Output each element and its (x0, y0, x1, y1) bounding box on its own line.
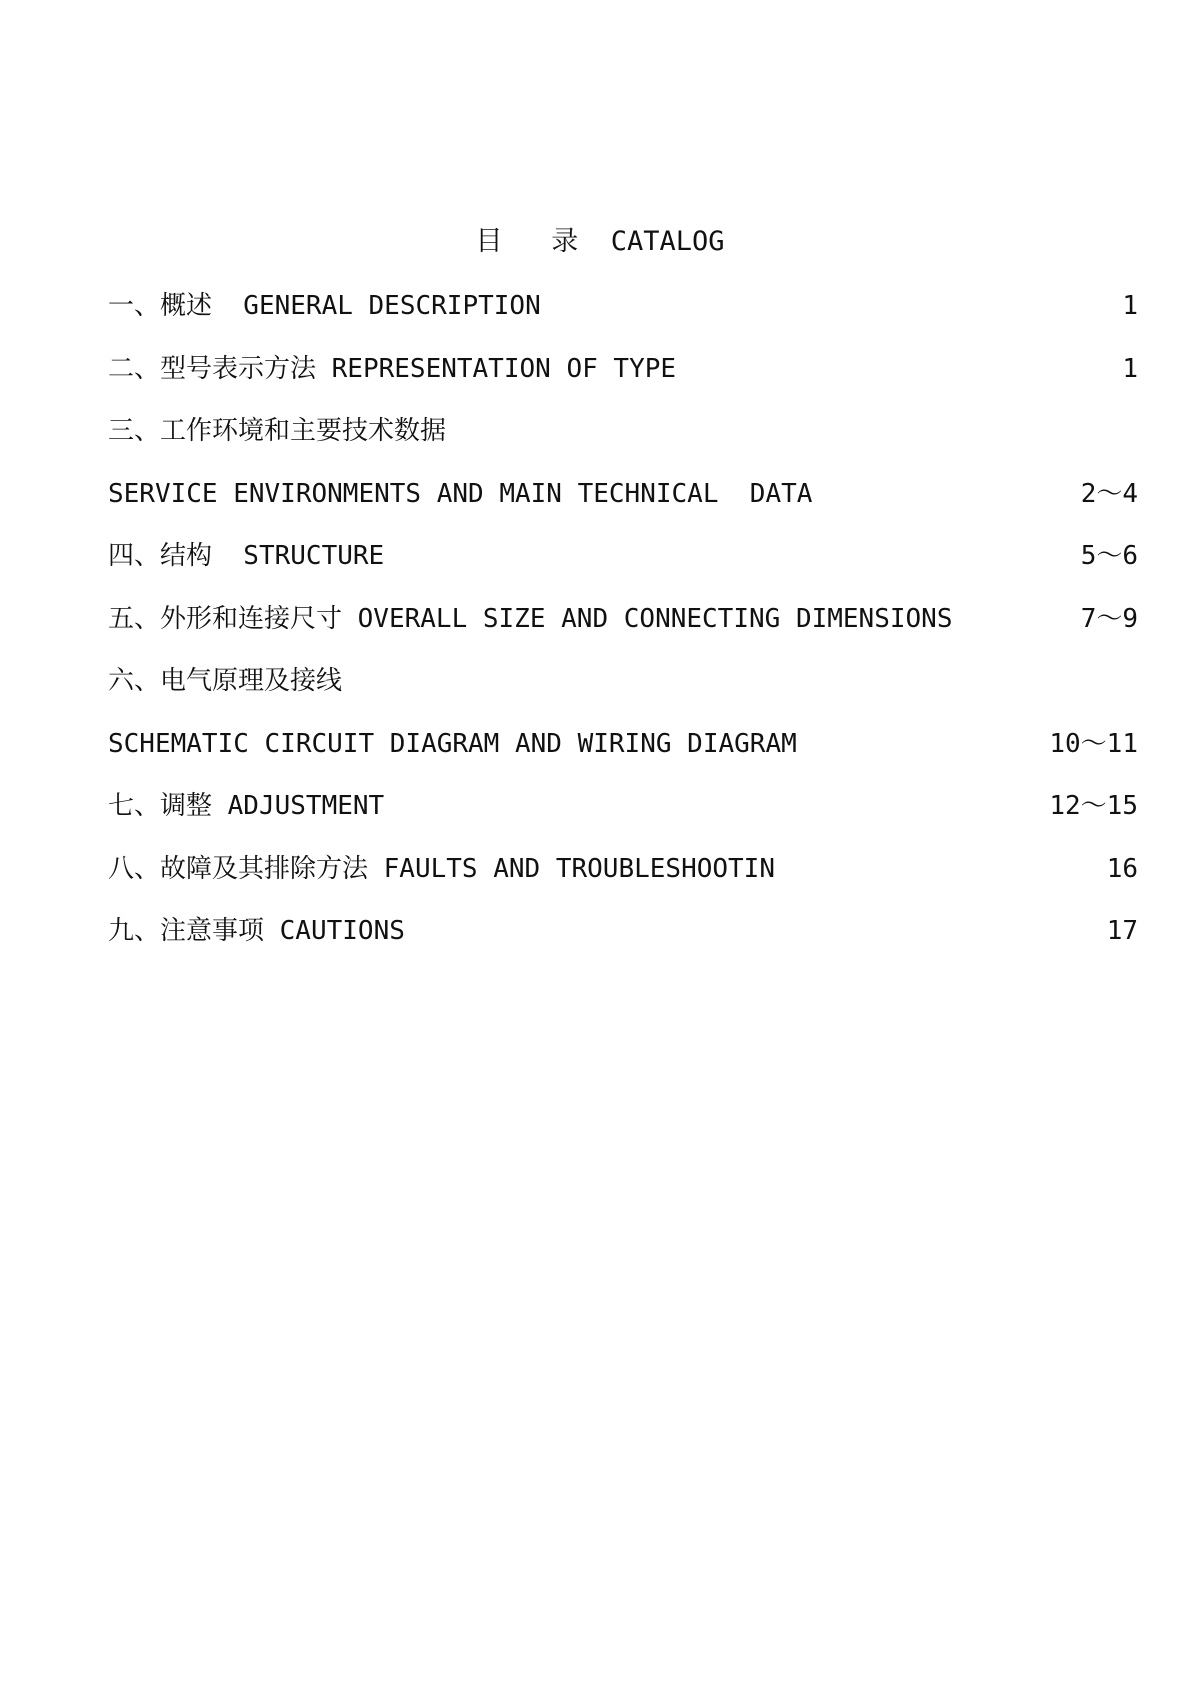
toc-entry-page: 1 (1122, 291, 1138, 321)
toc-entry-label: 五、外形和连接尺寸 OVERALL SIZE AND CONNECTING DIMENSIONS (108, 603, 953, 634)
toc-entry (108, 474, 1138, 537)
toc-entry-page: 2～4 (1080, 478, 1138, 509)
toc-entry (108, 599, 1138, 662)
toc-entry-page: 1 (1122, 353, 1138, 384)
toc-entry (108, 411, 1138, 474)
toc-entry-page: 5～6 (1080, 541, 1138, 571)
catalog-title: 目 录 CATALOG (475, 226, 725, 257)
toc-entry-label: SCHEMATIC CIRCUIT DIAGRAM AND WIRING DIAGRAM (108, 728, 797, 759)
toc-entry-label: 七、调整 ADJUSTMENT (108, 791, 385, 821)
toc-entry-label: 三、工作环境和主要技术数据 (108, 416, 447, 446)
toc-entry (108, 661, 1138, 724)
toc-entry (108, 286, 1138, 349)
toc-entry-label: 九、注意事项 CAUTIONS (108, 916, 405, 946)
toc-entry (108, 849, 1138, 912)
toc-entry-page: 12～15 (1049, 791, 1138, 821)
toc-entry (108, 349, 1138, 412)
toc-entry-label: 六、电气原理及接线 (108, 666, 343, 696)
toc-entry (108, 786, 1138, 849)
toc-entry-label: SERVICE ENVIRONMENTS AND MAIN TECHNICAL DATA (108, 478, 813, 509)
toc-entry-label: 一、概述 GENERAL DESCRIPTION (108, 291, 541, 321)
toc-entry-label: 八、故障及其排除方法 FAULTS AND TROUBLESHOOTIN (108, 853, 775, 884)
toc-entry (108, 911, 1138, 974)
toc-entry-label: 四、结构 STRUCTURE (108, 541, 385, 571)
toc-entry-page: 10～11 (1049, 728, 1138, 759)
toc-entry (108, 536, 1138, 599)
toc-entry-page: 7～9 (1080, 603, 1138, 634)
toc-entry-label: 二、型号表示方法 REPRESENTATION OF TYPE (108, 353, 677, 384)
toc-entry-page: 16 (1106, 853, 1138, 884)
table-of-contents (108, 286, 1138, 974)
toc-entry-page: 17 (1106, 916, 1138, 946)
toc-entry (108, 724, 1138, 787)
